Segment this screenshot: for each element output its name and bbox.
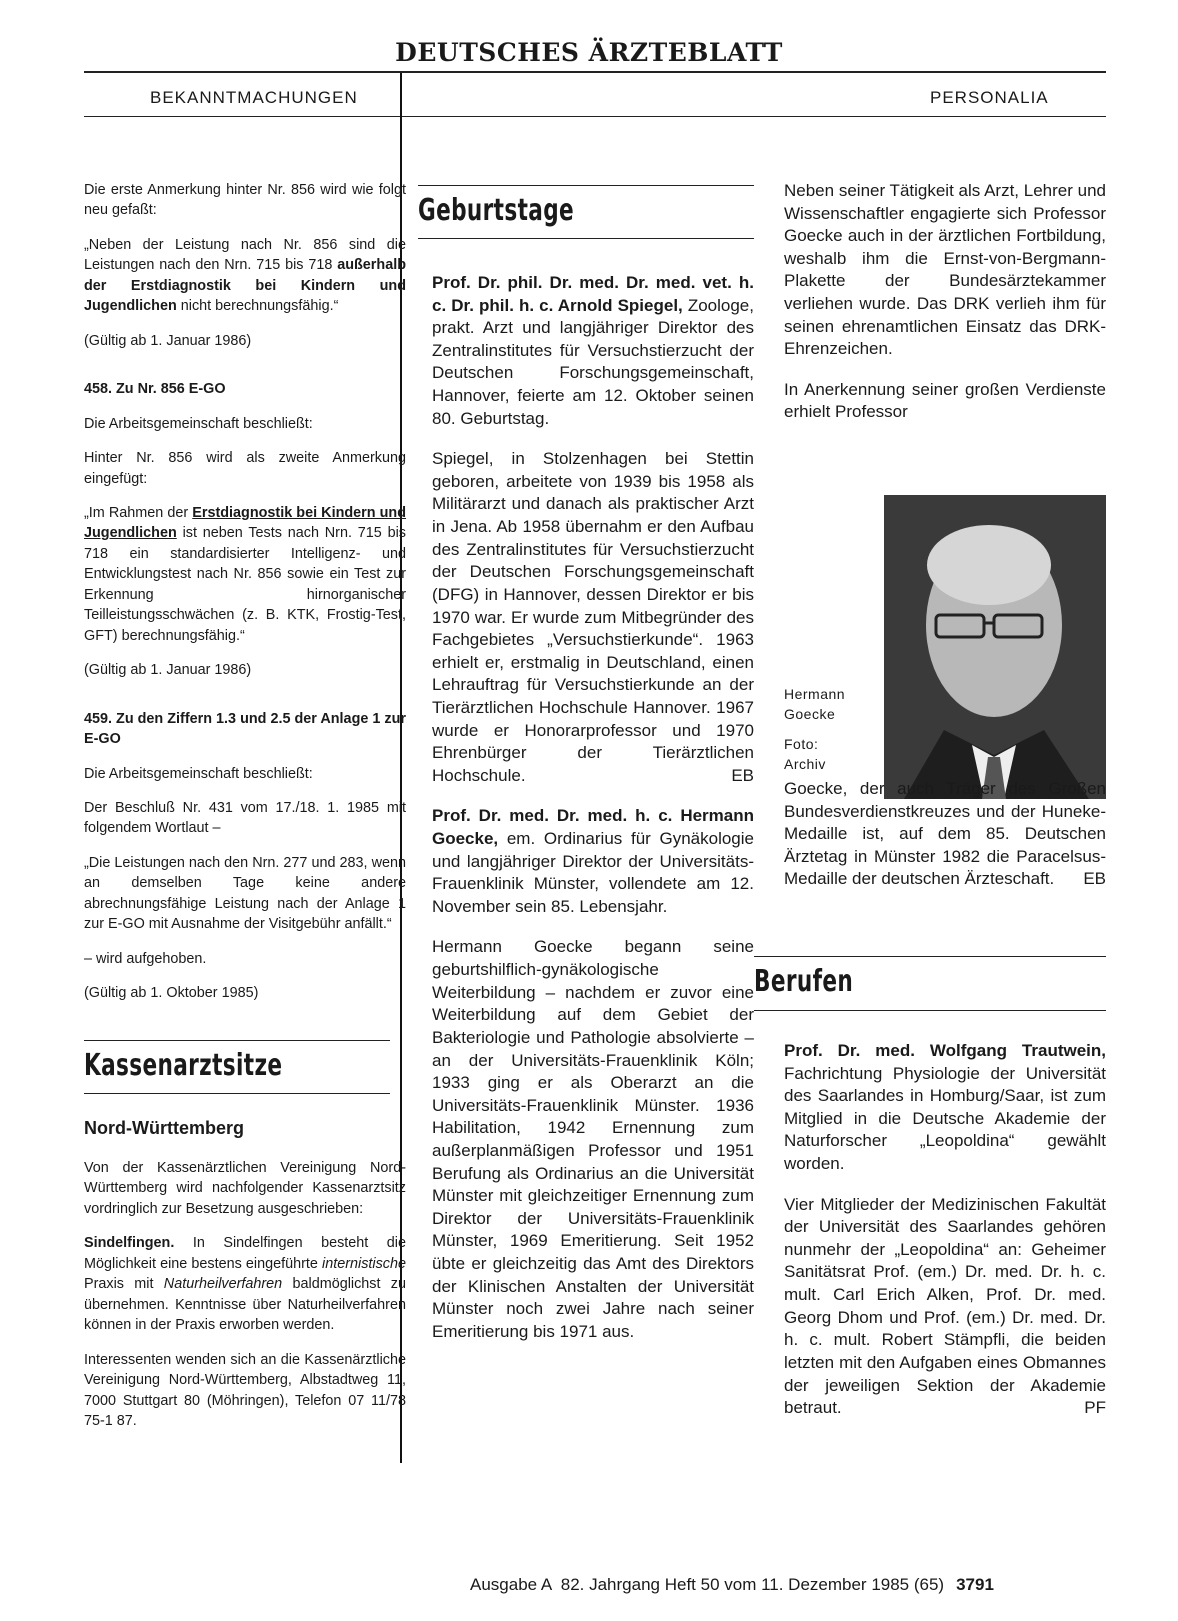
column-berufen <box>784 1040 1106 1438</box>
paragraph: Goecke, der auch Träger des Großen Bundesverdienstkreuzes und der Huneke-Medaille ist, auf dem 85. Deutschen Ärztetag in Münster 1982 die Paracelsus-Medaille der deutschen Ärzteschaft. EB <box>784 778 1106 891</box>
paragraph: Hinter Nr. 856 wird als zweite Anmerkung eingefügt: <box>84 450 406 487</box>
paragraph: Prof. Dr. med. Wolfgang Trautwein, Fachrichtung Physiologie der Universität des Saarlandes in Homburg/Saar, ist zum Mitglied in die Deutsche Akademie der Naturforscher „Leopoldina“ gewählt worden. <box>784 1041 1106 1174</box>
heading-rule <box>754 1010 1106 1011</box>
signature: EB <box>731 765 754 785</box>
subheading-nord-wuerttemberg: Nord-Württemberg <box>84 1118 244 1138</box>
heading-rule <box>84 1093 390 1094</box>
masthead: DEUTSCHES ÄRZTEBLATT <box>395 38 783 67</box>
heading-rule <box>84 1040 390 1041</box>
section-label-right: PERSONALIA <box>930 88 1049 107</box>
paragraph: Von der Kassenärztlichen Vereinigung Nord-Württemberg wird nachfolgender Kassenarztsitz vordringlich zur Besetzung ausgeschrieben: <box>84 1160 406 1217</box>
page-number: 3791 <box>956 1575 994 1594</box>
column-bekanntmachungen <box>84 180 406 1018</box>
heading-berufen: Berufen <box>754 964 854 999</box>
masthead-rule <box>84 71 1106 73</box>
signature: EB <box>1083 869 1106 889</box>
validity-note: (Gültig ab 1. Oktober 1985) <box>84 985 259 1002</box>
heading-rule <box>418 185 754 186</box>
paragraph: Die Arbeitsgemeinschaft beschließt: <box>84 765 313 782</box>
heading-rule <box>754 956 1106 957</box>
validity-note: (Gültig ab 1. Januar 1986) <box>84 332 252 349</box>
paragraph: Hermann Goecke begann seine geburtshilflich-gynäkologische Weiterbildung – nachdem er zuvor eine Weiterbildung auf dem Gebiet der Bakteriologie und Pathologie absolvierte – an der Universitäts-Frauenklinik Köln; 1933 ging er als Oberarzt an die Universitäts-Frauenklinik Münster. 1936 Habilitation, 1942 Ernennung zum außerplanmäßigen Professor und 1951 Berufung als Ordinarius an die Universität Münster mit gleichzeitiger Ernennung zum Direktor der Universitäts-Frauenklinik Münster, 1969 Emeritierung. Seit 1952 übte er gleichzeitig das Amt des Direktors der Klinischen Anstalten der Universität Münster noch zwei Jahre nach seiner Emeritierung bis 1971 aus. <box>432 937 754 1341</box>
paragraph: „Im Rahmen der Erstdiagnostik bei Kindern und Jugendlichen ist neben Tests nach Nrn. 715 bis 718 ein standardisierter Intelligenz- und Entwicklungstest nach Nr. 856 sowie ein Test zur Erkennung hirnorganischer Teilleistungsschwächen (z. B. KTK, Frostig-Test, GFT) berechnungsfähig.“ <box>84 504 407 644</box>
paragraph: Vier Mitglieder der Medizinischen Fakultät der Universität des Saarlandes gehören nunmehr der „Leopoldina“ an: Geheimer Sanitätsrat Prof. (em.) Dr. med. Dr. h. c. mult. Carl Erich Alken, Prof. Dr. med. Georg Dhom und Prof. (em.) Dr. med. Dr. h. c. mult. Robert Stämpfli, die beiden letzten mit den Aufgaben eines Obmannes der jeweiligen Sektion der Akademie betraut. PF <box>784 1194 1106 1420</box>
paragraph: „Die Leistungen nach den Nrn. 277 und 283, wenn an demselben Tage keine andere abrechnungsfähige Leistung nach der Anlage 1 zur E-GO mit Ausnahme der Visitgebühr anfällt.“ <box>84 854 406 933</box>
paragraph: Prof. Dr. phil. Dr. med. Dr. med. vet. h. c. Dr. phil. h. c. Arnold Spiegel, Zoologe, prakt. Arzt und langjähriger Direktor des Zentralinstitutes für Versuchstierzucht der Deutschen Forschungsgemeinschaft, Hannover, feierte am 12. Oktober seinen 80. Geburtstag. <box>432 273 754 428</box>
paragraph: Der Beschluß Nr. 431 vom 17./18. 1. 1985 mit folgendem Wortlaut – <box>84 799 406 837</box>
heading-kassenarztsitze: Kassenarztsitze <box>84 1048 283 1083</box>
paragraph: Die erste Anmerkung hinter Nr. 856 wird wie folgt neu gefaßt: <box>84 182 406 219</box>
column-personalia <box>784 180 1106 442</box>
page-footer <box>470 1575 994 1595</box>
column-geburtstage <box>432 272 754 1361</box>
portrait-photo <box>884 495 1106 799</box>
paragraph: Interessenten wenden sich an die Kassenärztliche Vereinigung Nord-Württemberg, Albstadtweg 11, 7000 Stuttgart 80 (Möhringen), Telefon 07 11/78 75-1 87. <box>84 1351 406 1429</box>
paragraph: – wird aufgehoben. <box>84 950 207 967</box>
photo-caption: Hermann Goecke <box>784 686 846 723</box>
photo-credit: Foto: Archiv <box>784 736 826 773</box>
column-personalia-continued <box>784 778 1106 909</box>
item-heading-459: 459. Zu den Ziffern 1.3 und 2.5 der Anlage 1 zur E-GO <box>84 710 406 748</box>
paragraph: Spiegel, in Stolzenhagen bei Stettin geboren, arbeitete von 1939 bis 1958 als Militärarzt und danach als praktischer Arzt in Jena. Ab 1958 übernahm er den Aufbau des Zentralinstitutes für Versuchstierzucht der Deutschen Forschungsgemeinschaft (DFG) in Hannover, dessen Direktor er bis 1970 war. Er wurde zum Mitbegründer des Fachgebietes „Versuchstierkunde“. 1963 erhielt er, erstmalig in Deutschland, einen Lehrauftrag für Versuchstierkunde an der Tierärztlichen Hochschule Hannover. 1967 wurde er Honorarprofessor und 1970 Ehrenbürger der Tierärztlichen Hochschule. EB <box>432 448 754 787</box>
paragraph: Die Arbeitsgemeinschaft beschließt: <box>84 415 313 432</box>
paragraph: Neben seiner Tätigkeit als Arzt, Lehrer und Wissenschaftler engagierte sich Professor Goecke auch in der ärztlichen Fortbildung, weshalb ihm die Ernst-von-Bergmann-Plakette der Bundesärztekammer verliehen wurde. Das DRK verlieh ihm für seinen ehrenamtlichen Einsatz das DRK-Ehrenzeichen. <box>784 181 1106 359</box>
heading-rule <box>418 238 754 239</box>
paragraph: In Anerkennung seiner großen Verdienste erhielt Professor <box>784 379 1106 422</box>
validity-note: (Gültig ab 1. Januar 1986) <box>84 662 252 679</box>
paragraph: Sindelfingen. In Sindelfingen besteht die Möglichkeit eine bestens eingeführte internistische Praxis mit Naturheilverfahren baldmöglichst zu übernehmen. Kenntnisse über Naturheilverfahren können in der Praxis erworben werden. <box>84 1235 406 1334</box>
section-label-left: BEKANNTMACHUNGEN <box>150 88 358 107</box>
paragraph: Prof. Dr. med. Dr. med. h. c. Hermann Goecke, em. Ordinarius für Gynäkologie und langjähriger Direktor der Universitäts-Frauenklinik Münster, vollendete am 12. November sein 85. Lebensjahr. <box>432 806 754 916</box>
issue-info: Ausgabe A 82. Jahrgang Heft 50 vom 11. Dezember 1985 (65) <box>470 1575 945 1594</box>
signature: PF <box>1084 1398 1106 1418</box>
heading-geburtstage: Geburtstage <box>418 193 575 228</box>
section-rule <box>84 116 1106 117</box>
column-kassenarztsitze <box>84 1158 406 1445</box>
item-heading-458: 458. Zu Nr. 856 E-GO <box>84 381 226 398</box>
paragraph: „Neben der Leistung nach Nr. 856 sind die Leistungen nach den Nrn. 715 bis 718 außerhalb der Erstdiagnostik bei Kindern und Jugendlichen nicht berechnungsfähig.“ <box>84 236 406 315</box>
